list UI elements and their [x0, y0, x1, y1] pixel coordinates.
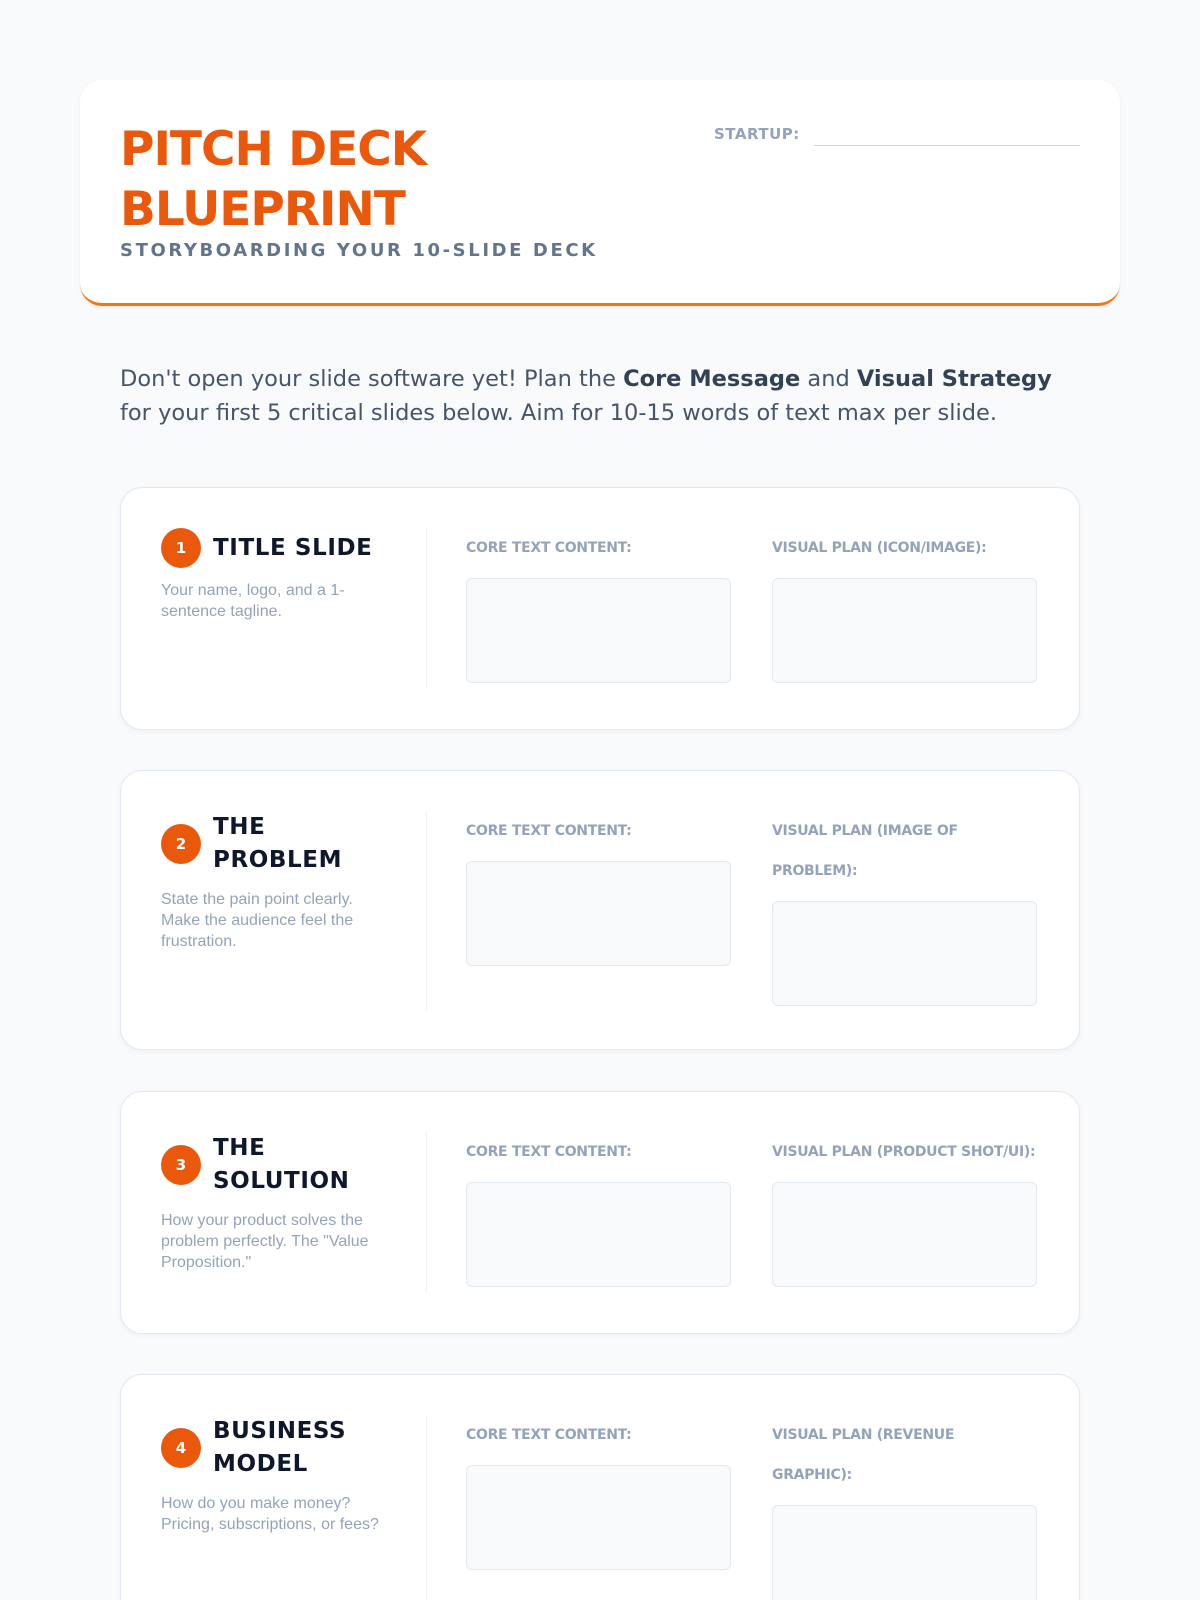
core-text-box[interactable] [466, 861, 731, 966]
core-text-box[interactable] [466, 1465, 731, 1570]
page-title: PITCH DECK BLUEPRINT [120, 122, 427, 237]
slide-card-business-model [120, 1374, 1080, 1600]
startup-name-field[interactable] [814, 145, 1080, 146]
slide-number-badge: 4 [161, 1428, 201, 1468]
slide-title: TITLE SLIDE [213, 534, 373, 561]
slide-title-row [161, 1415, 381, 1481]
visual-plan-label: VISUAL PLAN (REVENUE GRAPHIC): [772, 1427, 955, 1483]
visual-plan-column [772, 528, 1037, 683]
slide-title-row [161, 528, 381, 568]
slide-info [161, 1132, 381, 1273]
core-text-column [466, 1415, 731, 1570]
slide-number-badge: 3 [161, 1145, 201, 1185]
visual-plan-label: VISUAL PLAN (ICON/IMAGE): [772, 540, 987, 556]
slide-info [161, 1415, 381, 1535]
slide-number-badge: 1 [161, 528, 201, 568]
slide-card-title-slide [120, 487, 1080, 730]
card-divider [426, 1132, 427, 1292]
slide-description: Your name, logo, and a 1-sentence tagline. [161, 582, 345, 620]
header-card [80, 80, 1120, 306]
intro-text-part: Don't open your slide software yet! Plan the [120, 366, 624, 392]
core-text-label: CORE TEXT CONTENT: [466, 1144, 632, 1160]
slide-title: THE PROBLEM [213, 814, 343, 873]
visual-plan-box[interactable] [772, 901, 1037, 1006]
intro-text-part: for your first 5 critical slides below. Aim for 10-15 words of text max per slide. [120, 400, 998, 426]
core-text-column [466, 528, 731, 683]
core-text-label: CORE TEXT CONTENT: [466, 823, 632, 839]
slide-title: THE SOLUTION [213, 1135, 350, 1194]
visual-plan-box[interactable] [772, 1182, 1037, 1287]
card-divider [426, 1415, 427, 1600]
page-subtitle: STORYBOARDING YOUR 10-SLIDE DECK [120, 240, 598, 261]
slide-card-the-solution [120, 1091, 1080, 1334]
slide-number-badge: 2 [161, 824, 201, 864]
visual-plan-box[interactable] [772, 1505, 1037, 1600]
visual-plan-column [772, 811, 1037, 1006]
slide-card-the-problem [120, 770, 1080, 1050]
core-text-label: CORE TEXT CONTENT: [466, 540, 632, 556]
core-text-box[interactable] [466, 578, 731, 683]
slide-description: State the pain point clearly. Make the audience feel the frustration. [161, 891, 354, 950]
core-text-label: CORE TEXT CONTENT: [466, 1427, 632, 1443]
slide-description: How do you make money? Pricing, subscriptions, or fees? [161, 1495, 379, 1533]
intro-text-part: and [800, 366, 857, 392]
slide-title-row [161, 1132, 381, 1198]
visual-plan-column [772, 1415, 1037, 1600]
slide-info [161, 528, 381, 622]
card-divider [426, 528, 427, 688]
intro-bold-core-message: Core Message [623, 366, 801, 392]
intro-text [120, 362, 1080, 430]
card-divider [426, 811, 427, 1011]
visual-plan-label: VISUAL PLAN (PRODUCT SHOT/UI): [772, 1144, 1036, 1160]
core-text-box[interactable] [466, 1182, 731, 1287]
startup-label: STARTUP: [714, 125, 800, 143]
visual-plan-label: VISUAL PLAN (IMAGE OF PROBLEM): [772, 823, 958, 879]
visual-plan-box[interactable] [772, 578, 1037, 683]
slide-description: How your product solves the problem perfectly. The "Value Proposition." [161, 1212, 369, 1271]
core-text-column [466, 1132, 731, 1287]
visual-plan-column [772, 1132, 1037, 1287]
slide-title-row [161, 811, 381, 877]
intro-bold-visual-strategy: Visual Strategy [856, 366, 1052, 392]
slide-info [161, 811, 381, 952]
core-text-column [466, 811, 731, 966]
slide-title: BUSINESS MODEL [213, 1418, 347, 1477]
